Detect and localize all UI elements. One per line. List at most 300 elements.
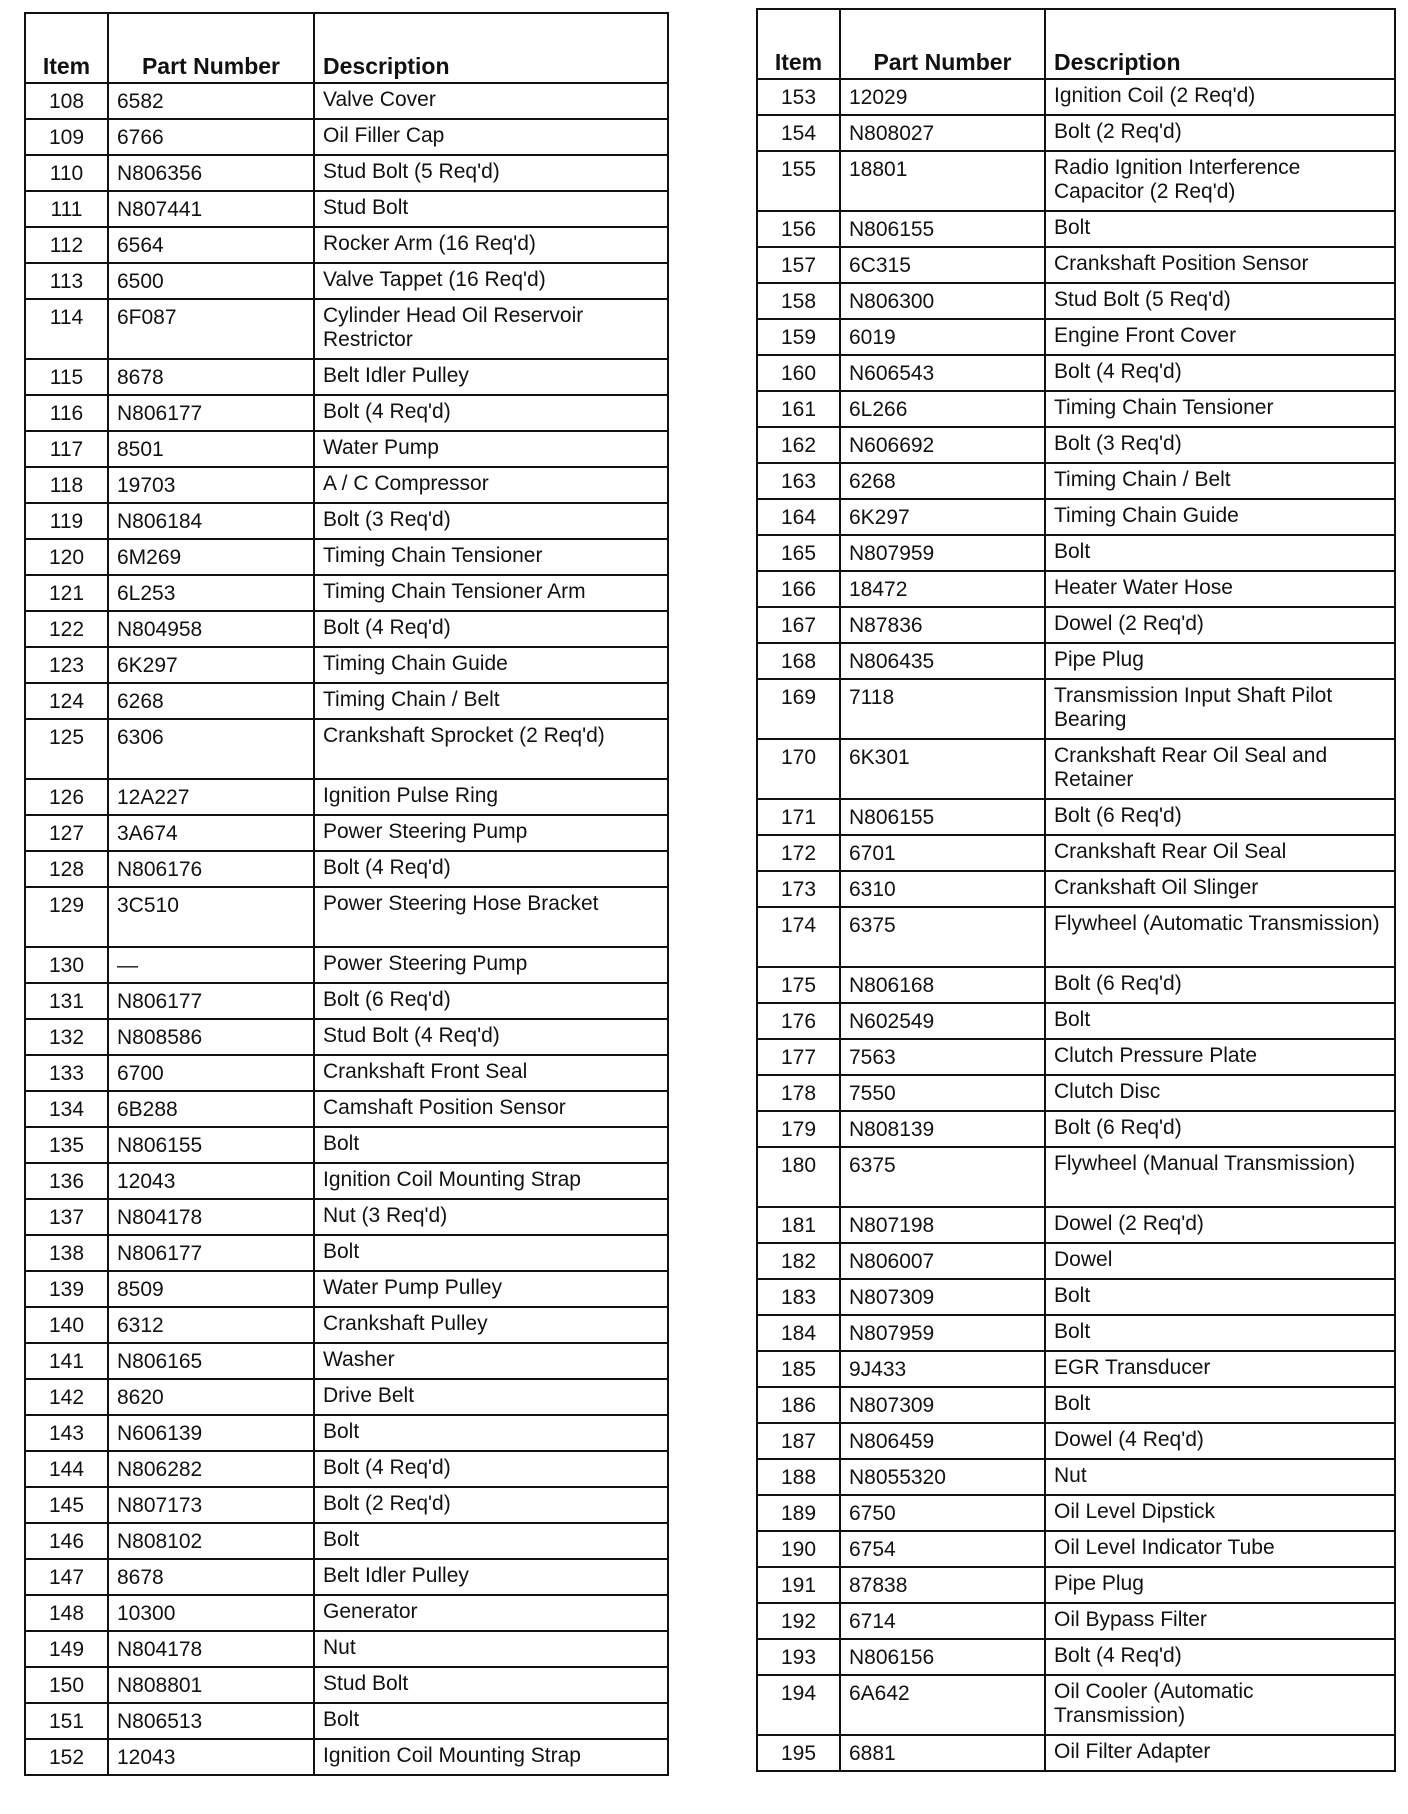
description-cell: Dowel (4 Req'd) xyxy=(1045,1423,1395,1459)
item-cell: 137 xyxy=(25,1199,108,1235)
table-row xyxy=(25,503,668,539)
item-cell: 119 xyxy=(25,503,108,539)
table-row xyxy=(757,1735,1395,1771)
description-cell: Bolt (4 Req'd) xyxy=(314,851,668,887)
table-row xyxy=(25,539,668,575)
description-cell: Timing Chain Tensioner xyxy=(314,539,668,575)
description-cell: Crankshaft Rear Oil Seal and Retainer xyxy=(1045,739,1395,799)
table-row xyxy=(25,1559,668,1595)
description-cell: Nut xyxy=(1045,1459,1395,1495)
description-cell: Bolt xyxy=(314,1235,668,1271)
item-cell: 149 xyxy=(25,1631,108,1667)
table-row xyxy=(25,1523,668,1559)
description-cell: Timing Chain / Belt xyxy=(314,683,668,719)
part-number-cell: N806177 xyxy=(108,1235,314,1271)
part-number-cell: 6766 xyxy=(108,119,314,155)
description-cell: Radio Ignition Interference Capacitor (2 Req'd) xyxy=(1045,151,1395,211)
part-number-cell: 19703 xyxy=(108,467,314,503)
part-number-cell: N606139 xyxy=(108,1415,314,1451)
item-cell: 140 xyxy=(25,1307,108,1343)
item-cell: 171 xyxy=(757,799,840,835)
part-number-cell: 6582 xyxy=(108,83,314,119)
part-number-cell: N606543 xyxy=(840,355,1045,391)
part-number-cell: 18801 xyxy=(840,151,1045,211)
item-cell: 153 xyxy=(757,79,840,115)
part-number-cell: N807309 xyxy=(840,1279,1045,1315)
part-number-cell: N807198 xyxy=(840,1207,1045,1243)
description-cell: Bolt (6 Req'd) xyxy=(314,983,668,1019)
part-number-cell: N806177 xyxy=(108,395,314,431)
description-cell: Bolt (4 Req'd) xyxy=(314,1451,668,1487)
description-cell: Clutch Pressure Plate xyxy=(1045,1039,1395,1075)
part-number-cell: 6B288 xyxy=(108,1091,314,1127)
item-cell: 152 xyxy=(25,1739,108,1775)
item-cell: 170 xyxy=(757,739,840,799)
item-cell: 187 xyxy=(757,1423,840,1459)
description-cell: Ignition Coil (2 Req'd) xyxy=(1045,79,1395,115)
part-number-cell: 6375 xyxy=(840,907,1045,967)
description-cell: Flywheel (Manual Transmission) xyxy=(1045,1147,1395,1207)
part-number-cell: 8678 xyxy=(108,1559,314,1595)
item-cell: 175 xyxy=(757,967,840,1003)
table-row xyxy=(757,283,1395,319)
description-cell: Drive Belt xyxy=(314,1379,668,1415)
description-cell: Rocker Arm (16 Req'd) xyxy=(314,227,668,263)
table-row xyxy=(757,967,1395,1003)
table-row xyxy=(25,1379,668,1415)
table-row xyxy=(25,431,668,467)
item-cell: 193 xyxy=(757,1639,840,1675)
part-number-cell: 8620 xyxy=(108,1379,314,1415)
description-cell: Cylinder Head Oil Reservoir Restrictor xyxy=(314,299,668,359)
table-row xyxy=(25,1199,668,1235)
header-description: Description xyxy=(314,13,668,83)
description-cell: Pipe Plug xyxy=(1045,1567,1395,1603)
item-cell: 122 xyxy=(25,611,108,647)
table-row xyxy=(25,1451,668,1487)
table-row xyxy=(757,1003,1395,1039)
description-cell: Power Steering Hose Bracket xyxy=(314,887,668,947)
part-number-cell: N804178 xyxy=(108,1631,314,1667)
item-cell: 139 xyxy=(25,1271,108,1307)
description-cell: EGR Transducer xyxy=(1045,1351,1395,1387)
table-row xyxy=(757,1351,1395,1387)
table-row xyxy=(757,463,1395,499)
item-cell: 151 xyxy=(25,1703,108,1739)
description-cell: Oil Filter Adapter xyxy=(1045,1735,1395,1771)
table-row xyxy=(25,647,668,683)
item-cell: 179 xyxy=(757,1111,840,1147)
part-number-cell: N807309 xyxy=(840,1387,1045,1423)
description-cell: Crankshaft Oil Slinger xyxy=(1045,871,1395,907)
description-cell: Timing Chain Guide xyxy=(314,647,668,683)
part-number-cell: 6310 xyxy=(840,871,1045,907)
table-row xyxy=(757,319,1395,355)
item-cell: 124 xyxy=(25,683,108,719)
description-cell: Oil Level Dipstick xyxy=(1045,1495,1395,1531)
description-cell: Transmission Input Shaft Pilot Bearing xyxy=(1045,679,1395,739)
table-row xyxy=(25,1415,668,1451)
table-row xyxy=(25,815,668,851)
description-cell: Power Steering Pump xyxy=(314,815,668,851)
part-number-cell: N808801 xyxy=(108,1667,314,1703)
item-cell: 138 xyxy=(25,1235,108,1271)
description-cell: Bolt xyxy=(314,1703,668,1739)
table-row xyxy=(757,1243,1395,1279)
description-cell: Belt Idler Pulley xyxy=(314,359,668,395)
part-number-cell: 6312 xyxy=(108,1307,314,1343)
description-cell: Bolt xyxy=(1045,1387,1395,1423)
part-number-cell: 10300 xyxy=(108,1595,314,1631)
part-number-cell: N806155 xyxy=(840,211,1045,247)
item-cell: 108 xyxy=(25,83,108,119)
part-number-cell: 6268 xyxy=(108,683,314,719)
item-cell: 117 xyxy=(25,431,108,467)
part-number-cell: N806177 xyxy=(108,983,314,1019)
table-row xyxy=(757,1147,1395,1207)
item-cell: 121 xyxy=(25,575,108,611)
item-cell: 178 xyxy=(757,1075,840,1111)
header-item: Item xyxy=(25,13,108,83)
description-cell: Water Pump Pulley xyxy=(314,1271,668,1307)
item-cell: 116 xyxy=(25,395,108,431)
item-cell: 167 xyxy=(757,607,840,643)
item-cell: 172 xyxy=(757,835,840,871)
item-cell: 183 xyxy=(757,1279,840,1315)
part-number-cell: N806155 xyxy=(840,799,1045,835)
description-cell: Stud Bolt (5 Req'd) xyxy=(1045,283,1395,319)
table-row xyxy=(25,1739,668,1775)
part-number-cell: 8678 xyxy=(108,359,314,395)
part-number-cell: 6C315 xyxy=(840,247,1045,283)
item-cell: 127 xyxy=(25,815,108,851)
item-cell: 134 xyxy=(25,1091,108,1127)
description-cell: Pipe Plug xyxy=(1045,643,1395,679)
table-row xyxy=(25,155,668,191)
part-number-cell: N807959 xyxy=(840,1315,1045,1351)
description-cell: Bolt xyxy=(1045,1279,1395,1315)
table-row xyxy=(757,1423,1395,1459)
part-number-cell: 3A674 xyxy=(108,815,314,851)
description-cell: Bolt (6 Req'd) xyxy=(1045,799,1395,835)
table-header-row xyxy=(25,13,668,83)
part-number-cell: N808586 xyxy=(108,1019,314,1055)
parts-table-left xyxy=(24,12,669,1776)
item-cell: 123 xyxy=(25,647,108,683)
table-row xyxy=(25,1667,668,1703)
item-cell: 180 xyxy=(757,1147,840,1207)
table-row xyxy=(757,1495,1395,1531)
table-row xyxy=(25,1595,668,1631)
part-number-cell: 6881 xyxy=(840,1735,1045,1771)
item-cell: 144 xyxy=(25,1451,108,1487)
table-row xyxy=(757,1459,1395,1495)
table-row xyxy=(25,395,668,431)
description-cell: Bolt (4 Req'd) xyxy=(314,395,668,431)
table-row xyxy=(25,1055,668,1091)
description-cell: Stud Bolt (5 Req'd) xyxy=(314,155,668,191)
description-cell: Engine Front Cover xyxy=(1045,319,1395,355)
description-cell: Bolt (2 Req'd) xyxy=(1045,115,1395,151)
description-cell: Crankshaft Position Sensor xyxy=(1045,247,1395,283)
item-cell: 132 xyxy=(25,1019,108,1055)
table-row xyxy=(25,1487,668,1523)
part-number-cell: 6F087 xyxy=(108,299,314,359)
part-number-cell: 7550 xyxy=(840,1075,1045,1111)
item-cell: 113 xyxy=(25,263,108,299)
item-cell: 145 xyxy=(25,1487,108,1523)
table-row xyxy=(25,719,668,779)
table-row xyxy=(757,535,1395,571)
part-number-cell: — xyxy=(108,947,314,983)
item-cell: 133 xyxy=(25,1055,108,1091)
table-row xyxy=(757,1315,1395,1351)
description-cell: Dowel xyxy=(1045,1243,1395,1279)
item-cell: 128 xyxy=(25,851,108,887)
table-row xyxy=(25,1307,668,1343)
item-cell: 125 xyxy=(25,719,108,779)
table-row xyxy=(757,211,1395,247)
table-row xyxy=(25,947,668,983)
description-cell: Bolt (6 Req'd) xyxy=(1045,1111,1395,1147)
description-cell: Oil Level Indicator Tube xyxy=(1045,1531,1395,1567)
part-number-cell: N808027 xyxy=(840,115,1045,151)
description-cell: Ignition Pulse Ring xyxy=(314,779,668,815)
item-cell: 110 xyxy=(25,155,108,191)
part-number-cell: 12A227 xyxy=(108,779,314,815)
part-number-cell: 12043 xyxy=(108,1163,314,1199)
item-cell: 141 xyxy=(25,1343,108,1379)
item-cell: 156 xyxy=(757,211,840,247)
part-number-cell: 3C510 xyxy=(108,887,314,947)
part-number-cell: 9J433 xyxy=(840,1351,1045,1387)
description-cell: Water Pump xyxy=(314,431,668,467)
item-cell: 147 xyxy=(25,1559,108,1595)
item-cell: 166 xyxy=(757,571,840,607)
description-cell: Bolt xyxy=(1045,1003,1395,1039)
description-cell: Bolt xyxy=(314,1523,668,1559)
item-cell: 163 xyxy=(757,463,840,499)
part-number-cell: 6754 xyxy=(840,1531,1045,1567)
item-cell: 194 xyxy=(757,1675,840,1735)
table-row xyxy=(757,1279,1395,1315)
table-row xyxy=(25,359,668,395)
item-cell: 143 xyxy=(25,1415,108,1451)
table-row xyxy=(757,607,1395,643)
part-number-cell: 6L253 xyxy=(108,575,314,611)
item-cell: 160 xyxy=(757,355,840,391)
table-row xyxy=(757,427,1395,463)
table-row xyxy=(757,355,1395,391)
description-cell: Crankshaft Front Seal xyxy=(314,1055,668,1091)
description-cell: Crankshaft Pulley xyxy=(314,1307,668,1343)
description-cell: Bolt (3 Req'd) xyxy=(1045,427,1395,463)
description-cell: Bolt (2 Req'd) xyxy=(314,1487,668,1523)
description-cell: Belt Idler Pulley xyxy=(314,1559,668,1595)
item-cell: 159 xyxy=(757,319,840,355)
item-cell: 185 xyxy=(757,1351,840,1387)
item-cell: 136 xyxy=(25,1163,108,1199)
table-row xyxy=(25,887,668,947)
table-row xyxy=(25,1703,668,1739)
item-cell: 164 xyxy=(757,499,840,535)
description-cell: Crankshaft Rear Oil Seal xyxy=(1045,835,1395,871)
description-cell: Dowel (2 Req'd) xyxy=(1045,1207,1395,1243)
table-row xyxy=(757,1603,1395,1639)
table-row xyxy=(757,1075,1395,1111)
item-cell: 111 xyxy=(25,191,108,227)
table-row xyxy=(25,611,668,647)
item-cell: 150 xyxy=(25,1667,108,1703)
description-cell: Power Steering Pump xyxy=(314,947,668,983)
description-cell: Bolt xyxy=(314,1415,668,1451)
item-cell: 148 xyxy=(25,1595,108,1631)
item-cell: 114 xyxy=(25,299,108,359)
item-cell: 146 xyxy=(25,1523,108,1559)
description-cell: Flywheel (Automatic Transmission) xyxy=(1045,907,1395,967)
item-cell: 168 xyxy=(757,643,840,679)
part-number-cell: N806165 xyxy=(108,1343,314,1379)
description-cell: Timing Chain Tensioner xyxy=(1045,391,1395,427)
description-cell: Timing Chain Guide xyxy=(1045,499,1395,535)
part-number-cell: N806176 xyxy=(108,851,314,887)
description-cell: Bolt (4 Req'd) xyxy=(314,611,668,647)
table-row xyxy=(25,191,668,227)
item-cell: 130 xyxy=(25,947,108,983)
table-row xyxy=(757,1039,1395,1075)
table-row xyxy=(757,799,1395,835)
item-cell: 109 xyxy=(25,119,108,155)
item-cell: 115 xyxy=(25,359,108,395)
item-cell: 177 xyxy=(757,1039,840,1075)
description-cell: A / C Compressor xyxy=(314,467,668,503)
part-number-cell: N806513 xyxy=(108,1703,314,1739)
part-number-cell: 6K297 xyxy=(840,499,1045,535)
part-number-cell: 6L266 xyxy=(840,391,1045,427)
description-cell: Washer xyxy=(314,1343,668,1379)
table-row xyxy=(25,1163,668,1199)
item-cell: 120 xyxy=(25,539,108,575)
part-number-cell: N8055320 xyxy=(840,1459,1045,1495)
part-number-cell: N804958 xyxy=(108,611,314,647)
table-row xyxy=(757,1387,1395,1423)
table-row xyxy=(757,643,1395,679)
description-cell: Oil Bypass Filter xyxy=(1045,1603,1395,1639)
item-cell: 190 xyxy=(757,1531,840,1567)
part-number-cell: N806282 xyxy=(108,1451,314,1487)
description-cell: Bolt xyxy=(314,1127,668,1163)
item-cell: 162 xyxy=(757,427,840,463)
part-number-cell: N804178 xyxy=(108,1199,314,1235)
parts-table-right-body xyxy=(757,79,1395,1771)
item-cell: 181 xyxy=(757,1207,840,1243)
description-cell: Stud Bolt xyxy=(314,191,668,227)
header-description: Description xyxy=(1045,9,1395,79)
table-row xyxy=(757,871,1395,907)
header-part-number: Part Number xyxy=(108,13,314,83)
description-cell: Bolt xyxy=(1045,535,1395,571)
table-row xyxy=(25,575,668,611)
part-number-cell: N806007 xyxy=(840,1243,1045,1279)
part-number-cell: 6375 xyxy=(840,1147,1045,1207)
description-cell: Bolt xyxy=(1045,211,1395,247)
part-number-cell: N807441 xyxy=(108,191,314,227)
part-number-cell: N806459 xyxy=(840,1423,1045,1459)
table-row xyxy=(757,571,1395,607)
item-cell: 182 xyxy=(757,1243,840,1279)
table-row xyxy=(25,779,668,815)
part-number-cell: 6714 xyxy=(840,1603,1045,1639)
description-cell: Dowel (2 Req'd) xyxy=(1045,607,1395,643)
part-number-cell: 6019 xyxy=(840,319,1045,355)
table-row xyxy=(757,1675,1395,1735)
part-number-cell: 6306 xyxy=(108,719,314,779)
part-number-cell: 6268 xyxy=(840,463,1045,499)
table-row xyxy=(25,683,668,719)
part-number-cell: N808102 xyxy=(108,1523,314,1559)
part-number-cell: N606692 xyxy=(840,427,1045,463)
description-cell: Bolt (6 Req'd) xyxy=(1045,967,1395,1003)
part-number-cell: 6A642 xyxy=(840,1675,1045,1735)
description-cell: Bolt (4 Req'd) xyxy=(1045,1639,1395,1675)
table-row xyxy=(757,391,1395,427)
table-row xyxy=(25,1019,668,1055)
header-part-number: Part Number xyxy=(840,9,1045,79)
part-number-cell: N806435 xyxy=(840,643,1045,679)
item-cell: 169 xyxy=(757,679,840,739)
table-row xyxy=(25,263,668,299)
description-cell: Crankshaft Sprocket (2 Req'd) xyxy=(314,719,668,779)
description-cell: Camshaft Position Sensor xyxy=(314,1091,668,1127)
description-cell: Ignition Coil Mounting Strap xyxy=(314,1163,668,1199)
part-number-cell: N807959 xyxy=(840,535,1045,571)
item-cell: 158 xyxy=(757,283,840,319)
item-cell: 188 xyxy=(757,1459,840,1495)
part-number-cell: 6701 xyxy=(840,835,1045,871)
part-number-cell: 8509 xyxy=(108,1271,314,1307)
table-header-row xyxy=(757,9,1395,79)
description-cell: Bolt (4 Req'd) xyxy=(1045,355,1395,391)
part-number-cell: N806168 xyxy=(840,967,1045,1003)
item-cell: 165 xyxy=(757,535,840,571)
item-cell: 131 xyxy=(25,983,108,1019)
table-row xyxy=(757,151,1395,211)
table-row xyxy=(757,739,1395,799)
item-cell: 161 xyxy=(757,391,840,427)
description-cell: Ignition Coil Mounting Strap xyxy=(314,1739,668,1775)
description-cell: Stud Bolt (4 Req'd) xyxy=(314,1019,668,1055)
description-cell: Bolt xyxy=(1045,1315,1395,1351)
description-cell: Nut xyxy=(314,1631,668,1667)
item-cell: 112 xyxy=(25,227,108,263)
table-row xyxy=(25,1343,668,1379)
table-row xyxy=(25,299,668,359)
part-number-cell: 6750 xyxy=(840,1495,1045,1531)
table-row xyxy=(757,1639,1395,1675)
part-number-cell: N807173 xyxy=(108,1487,314,1523)
item-cell: 186 xyxy=(757,1387,840,1423)
table-row xyxy=(25,1631,668,1667)
description-cell: Oil Filler Cap xyxy=(314,119,668,155)
description-cell: Heater Water Hose xyxy=(1045,571,1395,607)
part-number-cell: 8501 xyxy=(108,431,314,467)
description-cell: Oil Cooler (Automatic Transmission) xyxy=(1045,1675,1395,1735)
description-cell: Valve Tappet (16 Req'd) xyxy=(314,263,668,299)
description-cell: Bolt (3 Req'd) xyxy=(314,503,668,539)
table-row xyxy=(757,499,1395,535)
item-cell: 189 xyxy=(757,1495,840,1531)
parts-table-left-body xyxy=(25,83,668,1775)
